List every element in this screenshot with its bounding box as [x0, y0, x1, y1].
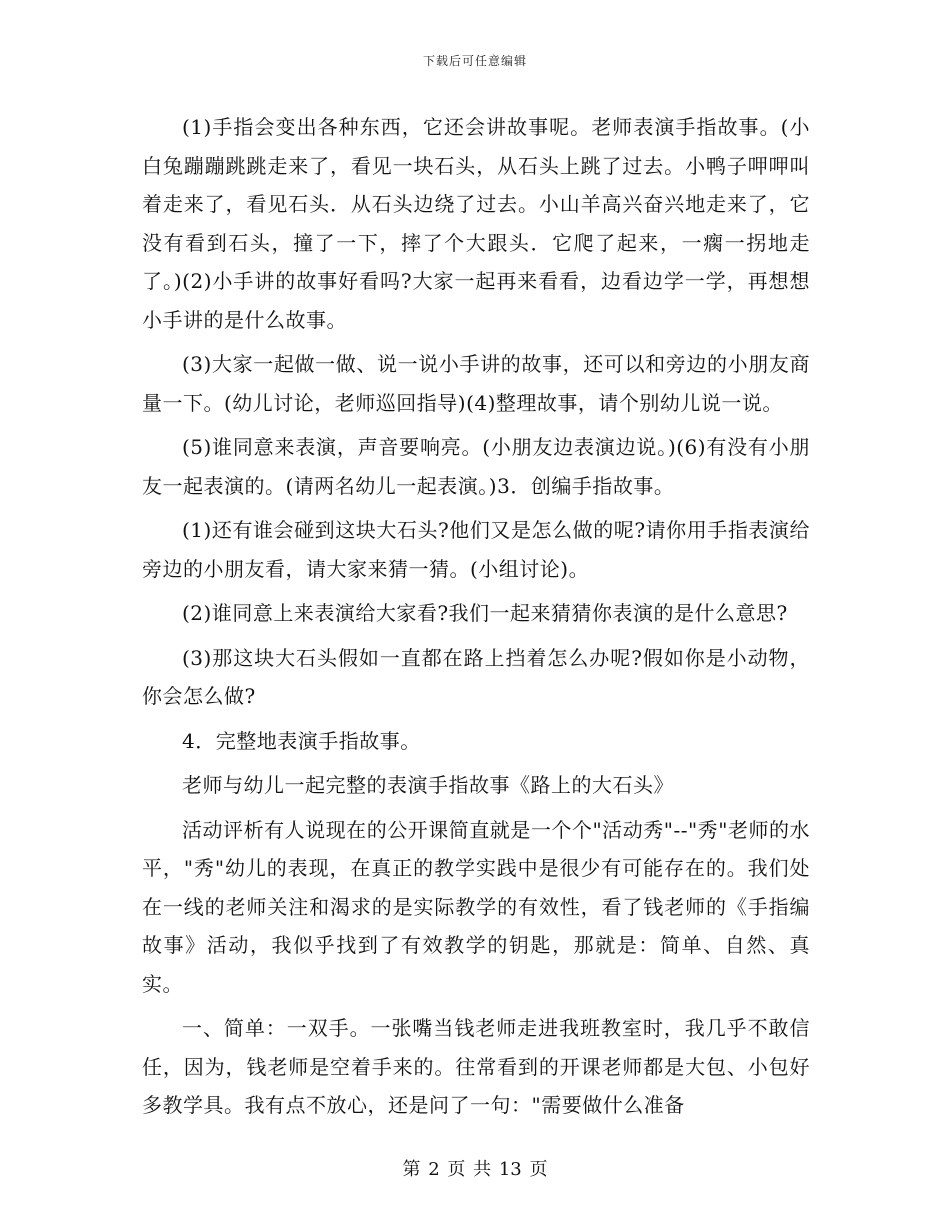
paragraph-5: (2)谁同意上来表演给大家看?我们一起来猜猜你表演的是什么意思? [182, 601, 788, 625]
paragraph-6: (3)那这块大石头假如一直都在路上挡着怎么办呢?假如你是小动物，你会怎么做? [142, 645, 810, 708]
page-header: 下载后可任意编辑 [422, 54, 527, 68]
paragraph-2: (3)大家一起做一做、说一说小手讲的故事，还可以和旁边的小朋友商量一下。(幼儿讨论，老师巡回指导)(4)整理故事，请个别幼儿说一说。 [142, 352, 810, 415]
paragraph-10: 一、简单：一双手。一张嘴当钱老师走进我班教室时，我几乎不敢信任，因为，钱老师是空着手来的。往常看到的开课老师都是大包、小包好多教学具。我有点不放心，还是问了一句："需要做什么准备 [142, 1016, 810, 1117]
paragraph-7: 4．完整地表演手指故事。 [182, 728, 421, 753]
paragraph-3: (5)谁同意来表演，声音要响亮。(小朋友边表演边说。)(6)有没有小朋友一起表演的。(请两名幼儿一起表演。)3．创编手指故事。 [142, 435, 810, 498]
paragraph-1: (1)手指会变出各种东西，它还会讲故事呢。老师表演手指故事。(小白兔蹦蹦跳跳走来了，看见一块石头，从石头上跳了过去。小鸭子呷呷叫着走来了，看见石头．从石头边绕了过去。小山羊高兴奋兴地走来了，它没有看到石头，撞了一下，摔了个大跟头．它爬了起来，一瘸一拐地走了。)(2)小手讲的故事好看吗?大家一起再来看看，边看边学一学，再想想小手讲的是什么故事。 [142, 115, 810, 332]
paragraph-8: 老师与幼儿一起完整的表演手指故事《路上的大石头》 [182, 773, 674, 797]
paragraph-9: 活动评析有人说现在的公开课简直就是一个个"活动秀"--"秀"老师的水平，"秀"幼儿的表现，在真正的教学实践中是很少有可能存在的。我们处在一线的老师关注和渴求的是实际教学的有效性，看了钱老师的《手指编故事》活动，我似乎找到了有效教学的钥匙，那就是：简单、自然、真实。 [142, 817, 810, 996]
document-body [142, 108, 810, 1131]
paragraph-4: (1)还有谁会碰到这块大石头?他们又是怎么做的呢?请你用手指表演给旁边的小朋友看，请大家来猜一猜。(小组讨论)。 [142, 518, 810, 581]
page-number-footer: 第 2 页 共 13 页 [402, 1159, 548, 1180]
